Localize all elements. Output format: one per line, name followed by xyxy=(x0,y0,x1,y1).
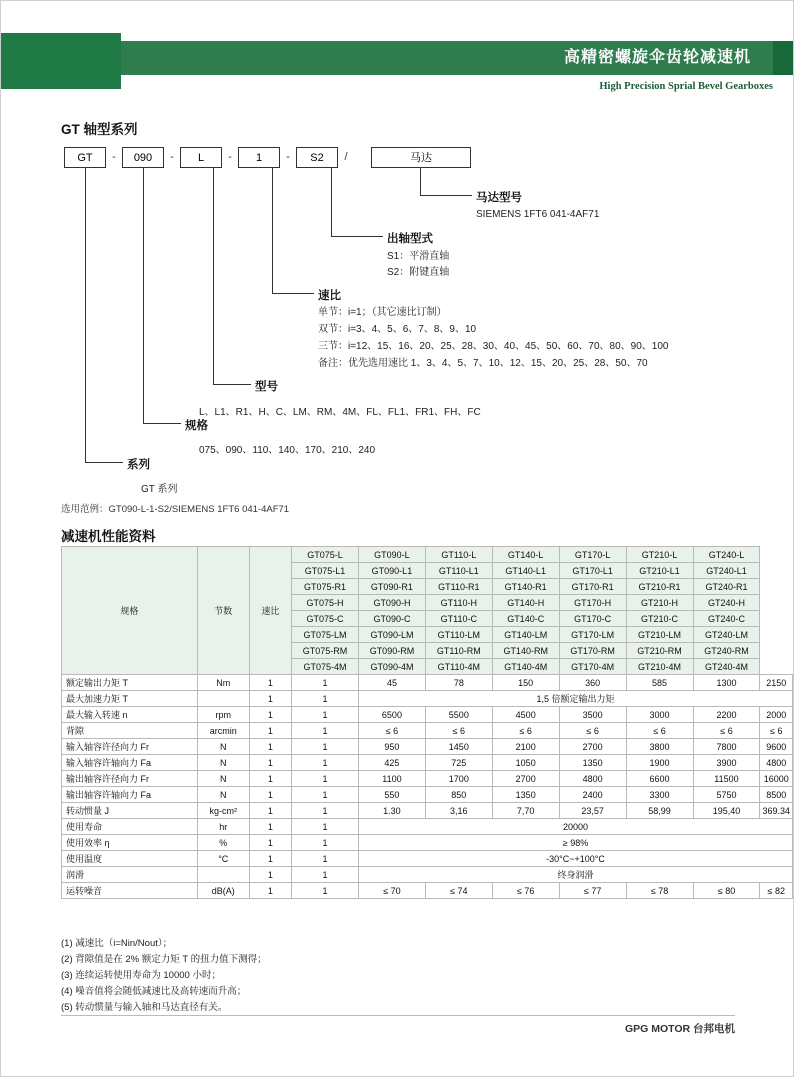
row-unit: N xyxy=(197,739,249,755)
row-unit: N xyxy=(197,755,249,771)
leader-text-ratio-3: 备注：优先选用速比 1、3、4、5、7、10、12、15、20、25、28、50、70 xyxy=(318,358,648,369)
footer-brand: GPG MOTOR 台邦电机 xyxy=(624,1023,735,1035)
row-value: 7,70 xyxy=(492,803,559,819)
model-cell: GT210-L xyxy=(626,547,693,563)
code-dash-4: - xyxy=(286,151,290,163)
table-header-spec: 规格 xyxy=(62,547,198,675)
row-value-merged: 终身润滑 xyxy=(358,867,792,883)
row-value: 950 xyxy=(358,739,425,755)
row-value: 1050 xyxy=(492,755,559,771)
model-cell: GT170-LM xyxy=(559,627,626,643)
table-row xyxy=(62,771,793,787)
header-title-band xyxy=(121,41,773,75)
row-stages: 1 xyxy=(249,883,291,899)
model-cell: GT210-L1 xyxy=(626,563,693,579)
row-value: 1900 xyxy=(626,755,693,771)
row-value: 6600 xyxy=(626,771,693,787)
footnotes xyxy=(61,936,267,1016)
table-row xyxy=(62,867,793,883)
row-ratio: 1 xyxy=(292,883,359,899)
row-unit: dB(A) xyxy=(197,883,249,899)
row-value: ≤ 6 xyxy=(492,723,559,739)
row-stages: 1 xyxy=(249,771,291,787)
row-label: 输出轴容许轴向力 Fa xyxy=(62,787,198,803)
row-ratio: 1 xyxy=(292,707,359,723)
row-value: 550 xyxy=(358,787,425,803)
row-stages: 1 xyxy=(249,723,291,739)
row-ratio: 1 xyxy=(292,787,359,803)
row-label: 最大加速力矩 T xyxy=(62,691,198,707)
row-value: ≤ 82 xyxy=(760,883,793,899)
model-cell: GT240-4M xyxy=(693,659,760,675)
row-value: ≤ 6 xyxy=(760,723,793,739)
row-value: 2700 xyxy=(559,739,626,755)
leader-text-shaft-0: S1：平滑直轴 xyxy=(387,251,450,262)
row-value: 360 xyxy=(559,675,626,691)
row-stages: 1 xyxy=(249,803,291,819)
row-value: 3800 xyxy=(626,739,693,755)
footer-divider xyxy=(61,1015,735,1016)
model-cell: GT140-R1 xyxy=(492,579,559,595)
section-title-performance: 减速机性能资料 xyxy=(61,529,156,544)
code-box-model: L xyxy=(180,147,222,168)
row-label: 输入轴容许径向力 Fr xyxy=(62,739,198,755)
model-cell: GT170-C xyxy=(559,611,626,627)
code-dash-1: - xyxy=(112,151,116,163)
model-cell: GT075-H xyxy=(292,595,359,611)
model-cell: GT170-RM xyxy=(559,643,626,659)
code-dash-2: - xyxy=(170,151,174,163)
row-value: 7800 xyxy=(693,739,760,755)
code-slash: / xyxy=(344,151,348,163)
model-cell: GT110-H xyxy=(425,595,492,611)
model-cell: GT075-L1 xyxy=(292,563,359,579)
footnote-item: (3) 连续运转使用寿命为 10000 小时； xyxy=(61,970,221,981)
table-row xyxy=(62,787,793,803)
row-value: 8500 xyxy=(760,787,793,803)
selection-example: 选用范例：GT090-L-1-S2/SIEMENS 1FT6 041-4AF71 xyxy=(61,504,290,515)
model-cell: GT110-RM xyxy=(425,643,492,659)
row-value: 5750 xyxy=(693,787,760,803)
row-value: ≤ 76 xyxy=(492,883,559,899)
code-dash-3: - xyxy=(228,151,232,163)
leader-label-size: 规格 xyxy=(185,420,208,432)
model-cell: GT110-L xyxy=(425,547,492,563)
row-value: ≤ 74 xyxy=(425,883,492,899)
model-cell: GT140-C xyxy=(492,611,559,627)
row-unit xyxy=(197,867,249,883)
model-cell: GT210-LM xyxy=(626,627,693,643)
code-box-ratio: 1 xyxy=(238,147,280,168)
row-value: 1100 xyxy=(358,771,425,787)
code-box-motor: 马达 xyxy=(371,147,471,168)
model-cell: GT090-C xyxy=(358,611,425,627)
table-row xyxy=(62,547,793,563)
leader-text-size-0: 075、090、110、140、170、210、240 xyxy=(199,445,376,456)
row-value-merged: 1,5 倍额定输出力矩 xyxy=(358,691,792,707)
model-cell: GT075-L xyxy=(292,547,359,563)
row-ratio: 1 xyxy=(292,819,359,835)
row-label: 最大输入转速 n xyxy=(62,707,198,723)
leader-line-motor-h xyxy=(420,195,472,196)
row-value: 2100 xyxy=(492,739,559,755)
footnote-item: (4) 噪音值将会随低减速比及高转速而升高； xyxy=(61,986,247,997)
section-title-gt-series: GT 轴型系列 xyxy=(61,122,138,137)
leader-line-motor-v xyxy=(420,168,421,195)
row-ratio: 1 xyxy=(292,771,359,787)
model-cell: GT075-RM xyxy=(292,643,359,659)
model-cell: GT090-L xyxy=(358,547,425,563)
leader-line-model-h xyxy=(213,384,251,385)
model-cell: GT140-H xyxy=(492,595,559,611)
table-row xyxy=(62,691,793,707)
row-value: ≤ 70 xyxy=(358,883,425,899)
leader-label-series: 系列 xyxy=(127,459,150,471)
model-cell: GT075-4M xyxy=(292,659,359,675)
row-label: 使用温度 xyxy=(62,851,198,867)
row-value: 2700 xyxy=(492,771,559,787)
row-value: 2150 xyxy=(760,675,793,691)
model-cell: GT090-4M xyxy=(358,659,425,675)
leader-line-series-v xyxy=(85,168,86,462)
row-value: 6500 xyxy=(358,707,425,723)
leader-text-ratio-2: 三节：i=12、15、16、20、25、28、30、40、45、50、60、70、80、90、100 xyxy=(318,341,669,352)
table-header-ratio: 速比 xyxy=(249,547,291,675)
header-title-cn: 高精密螺旋伞齿轮减速机 xyxy=(563,49,751,66)
model-cell: GT170-4M xyxy=(559,659,626,675)
row-unit: arcmin xyxy=(197,723,249,739)
row-ratio: 1 xyxy=(292,755,359,771)
row-value: 58,99 xyxy=(626,803,693,819)
table-row xyxy=(62,883,793,899)
row-value: 585 xyxy=(626,675,693,691)
row-ratio: 1 xyxy=(292,723,359,739)
row-label: 背隙 xyxy=(62,723,198,739)
row-value: 2400 xyxy=(559,787,626,803)
row-value: 4500 xyxy=(492,707,559,723)
row-ratio: 1 xyxy=(292,675,359,691)
code-box-size: 090 xyxy=(122,147,164,168)
row-value: 3,16 xyxy=(425,803,492,819)
page-header xyxy=(1,1,794,92)
table-row xyxy=(62,803,793,819)
leader-text-ratio-1: 双节：i=3、4、5、6、7、8、9、10 xyxy=(318,324,477,335)
model-cell: GT110-L1 xyxy=(425,563,492,579)
leader-label-shaft: 出轴型式 xyxy=(387,233,433,245)
model-cell: GT075-R1 xyxy=(292,579,359,595)
table-header-stages: 节数 xyxy=(197,547,249,675)
row-value: 725 xyxy=(425,755,492,771)
row-unit: % xyxy=(197,835,249,851)
row-value: ≤ 6 xyxy=(626,723,693,739)
row-unit xyxy=(197,691,249,707)
model-cell: GT110-LM xyxy=(425,627,492,643)
row-value: 9600 xyxy=(760,739,793,755)
model-cell: GT210-R1 xyxy=(626,579,693,595)
row-value-merged: 20000 xyxy=(358,819,792,835)
row-value: 3900 xyxy=(693,755,760,771)
row-ratio: 1 xyxy=(292,835,359,851)
footnote-item: (5) 转动惯量与输入轴和马达直径有关。 xyxy=(61,1002,228,1013)
row-unit: hr xyxy=(197,819,249,835)
model-cell: GT240-R1 xyxy=(693,579,760,595)
row-value: 1700 xyxy=(425,771,492,787)
model-cell: GT210-4M xyxy=(626,659,693,675)
row-value: 369.34 xyxy=(760,803,793,819)
leader-line-series-h xyxy=(85,462,123,463)
table-row xyxy=(62,723,793,739)
row-value: 3300 xyxy=(626,787,693,803)
model-cell: GT240-H xyxy=(693,595,760,611)
row-value: ≤ 6 xyxy=(358,723,425,739)
model-cell: GT075-LM xyxy=(292,627,359,643)
model-cell: GT140-RM xyxy=(492,643,559,659)
leader-line-size-v xyxy=(143,168,144,423)
model-cell: GT170-L1 xyxy=(559,563,626,579)
leader-line-model-v xyxy=(213,168,214,384)
leader-line-shaft-v xyxy=(331,168,332,236)
leader-text-series-0: GT 系列 xyxy=(141,484,178,495)
table-row xyxy=(62,707,793,723)
model-cell: GT140-4M xyxy=(492,659,559,675)
row-value: 1350 xyxy=(492,787,559,803)
row-value: ≤ 6 xyxy=(425,723,492,739)
code-box-series: GT xyxy=(64,147,106,168)
model-cell: GT240-C xyxy=(693,611,760,627)
code-box-shaft: S2 xyxy=(296,147,338,168)
leader-line-ratio-v xyxy=(272,168,273,293)
footnote-item: (2) 背隙值是在 2% 额定力矩 T 的扭力值下测得； xyxy=(61,954,267,965)
model-cell: GT170-H xyxy=(559,595,626,611)
row-value: 2200 xyxy=(693,707,760,723)
model-cell: GT170-R1 xyxy=(559,579,626,595)
row-label: 额定输出力矩 T xyxy=(62,675,198,691)
row-value: 78 xyxy=(425,675,492,691)
row-stages: 1 xyxy=(249,835,291,851)
row-value: 23,57 xyxy=(559,803,626,819)
row-value-merged: ≥ 98% xyxy=(358,835,792,851)
row-value: 195,40 xyxy=(693,803,760,819)
header-title-en: High Precision Sprial Bevel Gearboxes xyxy=(599,81,773,92)
leader-label-ratio: 速比 xyxy=(318,290,341,302)
row-value: ≤ 77 xyxy=(559,883,626,899)
row-value: 11500 xyxy=(693,771,760,787)
leader-text-model-0: L、L1、R1、H、C、LM、RM、4M、FL、FL1、FR1、FH、FC xyxy=(199,407,481,418)
header-green-block xyxy=(1,33,121,89)
row-unit: Nm xyxy=(197,675,249,691)
model-cell: GT110-R1 xyxy=(425,579,492,595)
model-cell: GT240-LM xyxy=(693,627,760,643)
model-cell: GT090-R1 xyxy=(358,579,425,595)
row-value: 3500 xyxy=(559,707,626,723)
table-row xyxy=(62,819,793,835)
row-ratio: 1 xyxy=(292,739,359,755)
model-cell: GT090-L1 xyxy=(358,563,425,579)
row-ratio: 1 xyxy=(292,851,359,867)
model-cell: GT240-RM xyxy=(693,643,760,659)
row-value: ≤ 80 xyxy=(693,883,760,899)
table-row xyxy=(62,835,793,851)
row-ratio: 1 xyxy=(292,867,359,883)
leader-line-ratio-h xyxy=(272,293,314,294)
model-cell: GT170-L xyxy=(559,547,626,563)
row-label: 使用寿命 xyxy=(62,819,198,835)
row-stages: 1 xyxy=(249,787,291,803)
row-label: 使用效率 η xyxy=(62,835,198,851)
model-cell: GT110-4M xyxy=(425,659,492,675)
row-unit: N xyxy=(197,787,249,803)
leader-line-shaft-h xyxy=(331,236,383,237)
row-value: 1450 xyxy=(425,739,492,755)
row-value: 45 xyxy=(358,675,425,691)
row-value: 150 xyxy=(492,675,559,691)
leader-text-ratio-0: 单节：i=1；（其它速比订制） xyxy=(318,307,447,318)
footnote-item: (1) 减速比（i=Nin/Nout）； xyxy=(61,938,173,949)
row-stages: 1 xyxy=(249,867,291,883)
row-value: ≤ 78 xyxy=(626,883,693,899)
row-stages: 1 xyxy=(249,819,291,835)
table-row xyxy=(62,675,793,691)
row-value: ≤ 6 xyxy=(693,723,760,739)
row-unit: rpm xyxy=(197,707,249,723)
row-ratio: 1 xyxy=(292,691,359,707)
table-row xyxy=(62,755,793,771)
row-value: 16000 xyxy=(760,771,793,787)
row-value: 2000 xyxy=(760,707,793,723)
row-value: 3000 xyxy=(626,707,693,723)
leader-label-motor: 马达型号 xyxy=(476,192,522,204)
row-unit: N xyxy=(197,771,249,787)
model-cell: GT110-C xyxy=(425,611,492,627)
row-value: 1300 xyxy=(693,675,760,691)
row-value: 1.30 xyxy=(358,803,425,819)
leader-text-motor-0: SIEMENS 1FT6 041-4AF71 xyxy=(476,209,600,220)
model-cell: GT140-LM xyxy=(492,627,559,643)
row-stages: 1 xyxy=(249,851,291,867)
row-label: 转动惯量 J xyxy=(62,803,198,819)
row-stages: 1 xyxy=(249,691,291,707)
model-cell: GT240-L xyxy=(693,547,760,563)
row-label: 输入轴容许轴向力 Fa xyxy=(62,755,198,771)
row-value: 850 xyxy=(425,787,492,803)
performance-table xyxy=(61,546,793,899)
leader-text-shaft-1: S2：附键直轴 xyxy=(387,267,450,278)
row-stages: 1 xyxy=(249,755,291,771)
row-label: 运转噪音 xyxy=(62,883,198,899)
row-label: 润滑 xyxy=(62,867,198,883)
model-cell: GT240-L1 xyxy=(693,563,760,579)
model-cell: GT210-H xyxy=(626,595,693,611)
row-value: 425 xyxy=(358,755,425,771)
leader-label-model: 型号 xyxy=(255,381,278,393)
header-title-band-end xyxy=(773,41,794,75)
model-cell: GT090-LM xyxy=(358,627,425,643)
leader-line-size-h xyxy=(143,423,181,424)
row-stages: 1 xyxy=(249,675,291,691)
row-stages: 1 xyxy=(249,707,291,723)
table-row xyxy=(62,851,793,867)
row-ratio: 1 xyxy=(292,803,359,819)
model-cell: GT075-C xyxy=(292,611,359,627)
row-value: ≤ 6 xyxy=(559,723,626,739)
row-value: 4800 xyxy=(559,771,626,787)
row-unit: °C xyxy=(197,851,249,867)
model-cell: GT090-RM xyxy=(358,643,425,659)
row-stages: 1 xyxy=(249,739,291,755)
row-value: 5500 xyxy=(425,707,492,723)
model-cell: GT210-C xyxy=(626,611,693,627)
model-cell: GT090-H xyxy=(358,595,425,611)
row-unit: kg-cm² xyxy=(197,803,249,819)
model-cell: GT210-RM xyxy=(626,643,693,659)
row-value: 4800 xyxy=(760,755,793,771)
model-cell: GT140-L xyxy=(492,547,559,563)
table-row xyxy=(62,739,793,755)
model-cell: GT140-L1 xyxy=(492,563,559,579)
row-value: 1350 xyxy=(559,755,626,771)
row-label: 输出轴容许径向力 Fr xyxy=(62,771,198,787)
row-value-merged: -30°C~+100°C xyxy=(358,851,792,867)
